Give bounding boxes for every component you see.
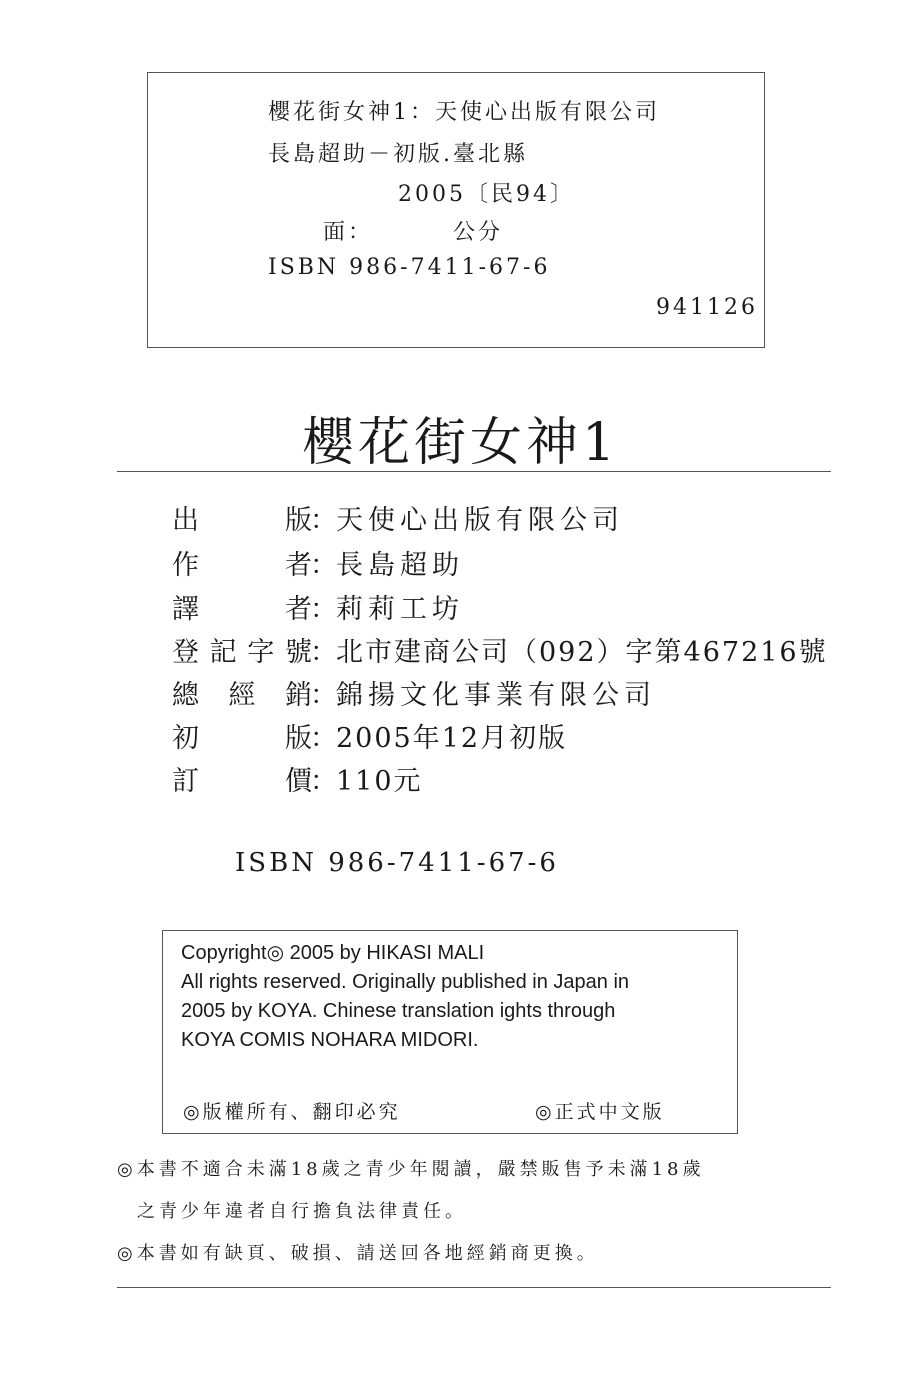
defect-exchange-notice: ◎本書如有缺頁、破損、請送回各地經銷商更換。 [117,1243,599,1264]
pub-label: 譯 者 [172,594,314,625]
pub-label: 總 經 銷 [172,680,314,711]
cip-line-size: 公分 [453,220,504,245]
copyright-box [162,930,738,1134]
pub-colon: ： [310,680,337,711]
pub-label: 初 版 [172,723,314,754]
cip-line-isbn: ISBN 986-7411-67-6 [268,255,551,280]
pub-colon: ： [310,594,337,625]
pub-value: 天使心出版有限公司 [336,505,624,536]
bottom-divider [117,1287,831,1288]
cip-line-pages: 面： [323,220,374,245]
pub-value: 莉莉工坊 [336,594,464,625]
copyright-text [181,939,741,1055]
cip-line-title: 櫻花街女神1：天使心出版有限公司 [268,100,660,125]
pub-label: 出 版 [172,505,314,536]
copyright-line: 2005 by KOYA. Chinese translation ights through [181,1000,616,1022]
pub-value: 2005年12月初版 [336,723,568,754]
copyright-line: Copyright◎ 2005 by HIKASI MALI [181,942,485,964]
pub-value: 長島超助 [336,550,464,581]
pub-value: 北市建商公司（092）字第467216號 [336,637,828,668]
pub-colon: ： [310,637,337,668]
age-restriction-notice: ◎本書不適合未滿18歲之青少年閱讀，嚴禁販售予未滿18歲 [117,1159,705,1180]
cip-line-number: 941126 [656,295,758,320]
official-edition-label: ◎正式中文版 [535,1101,665,1123]
pub-colon: ： [310,550,337,581]
copyright-line: All rights reserved. Originally published in Japan in [181,971,630,993]
title-divider [117,471,831,472]
cip-line-year: 2005〔民94〕 [398,182,575,207]
pub-label: 作 者 [172,550,314,581]
legal-responsibility-notice: 之青少年違者自行擔負法律責任。 [137,1201,467,1222]
copyright-line: KOYA COMIS NOHARA MIDORI. [181,1029,479,1051]
book-title: 櫻花街女神1 [301,413,620,473]
pub-colon: ： [310,766,337,797]
pub-colon: ： [310,505,337,536]
pub-value: 錦揚文化事業有限公司 [336,680,656,711]
cip-record-box [147,72,765,348]
all-rights-reserved-label: ◎版權所有、翻印必究 [183,1101,401,1123]
pub-colon: ： [310,723,337,754]
pub-label: 登 記 字 號 [172,637,314,668]
pub-value: 110元 [336,766,423,797]
cip-line-author: 長島超助－初版.臺北縣 [268,142,528,167]
isbn-number: ISBN 986-7411-67-6 [235,848,559,878]
pub-label: 訂 價 [172,766,314,797]
